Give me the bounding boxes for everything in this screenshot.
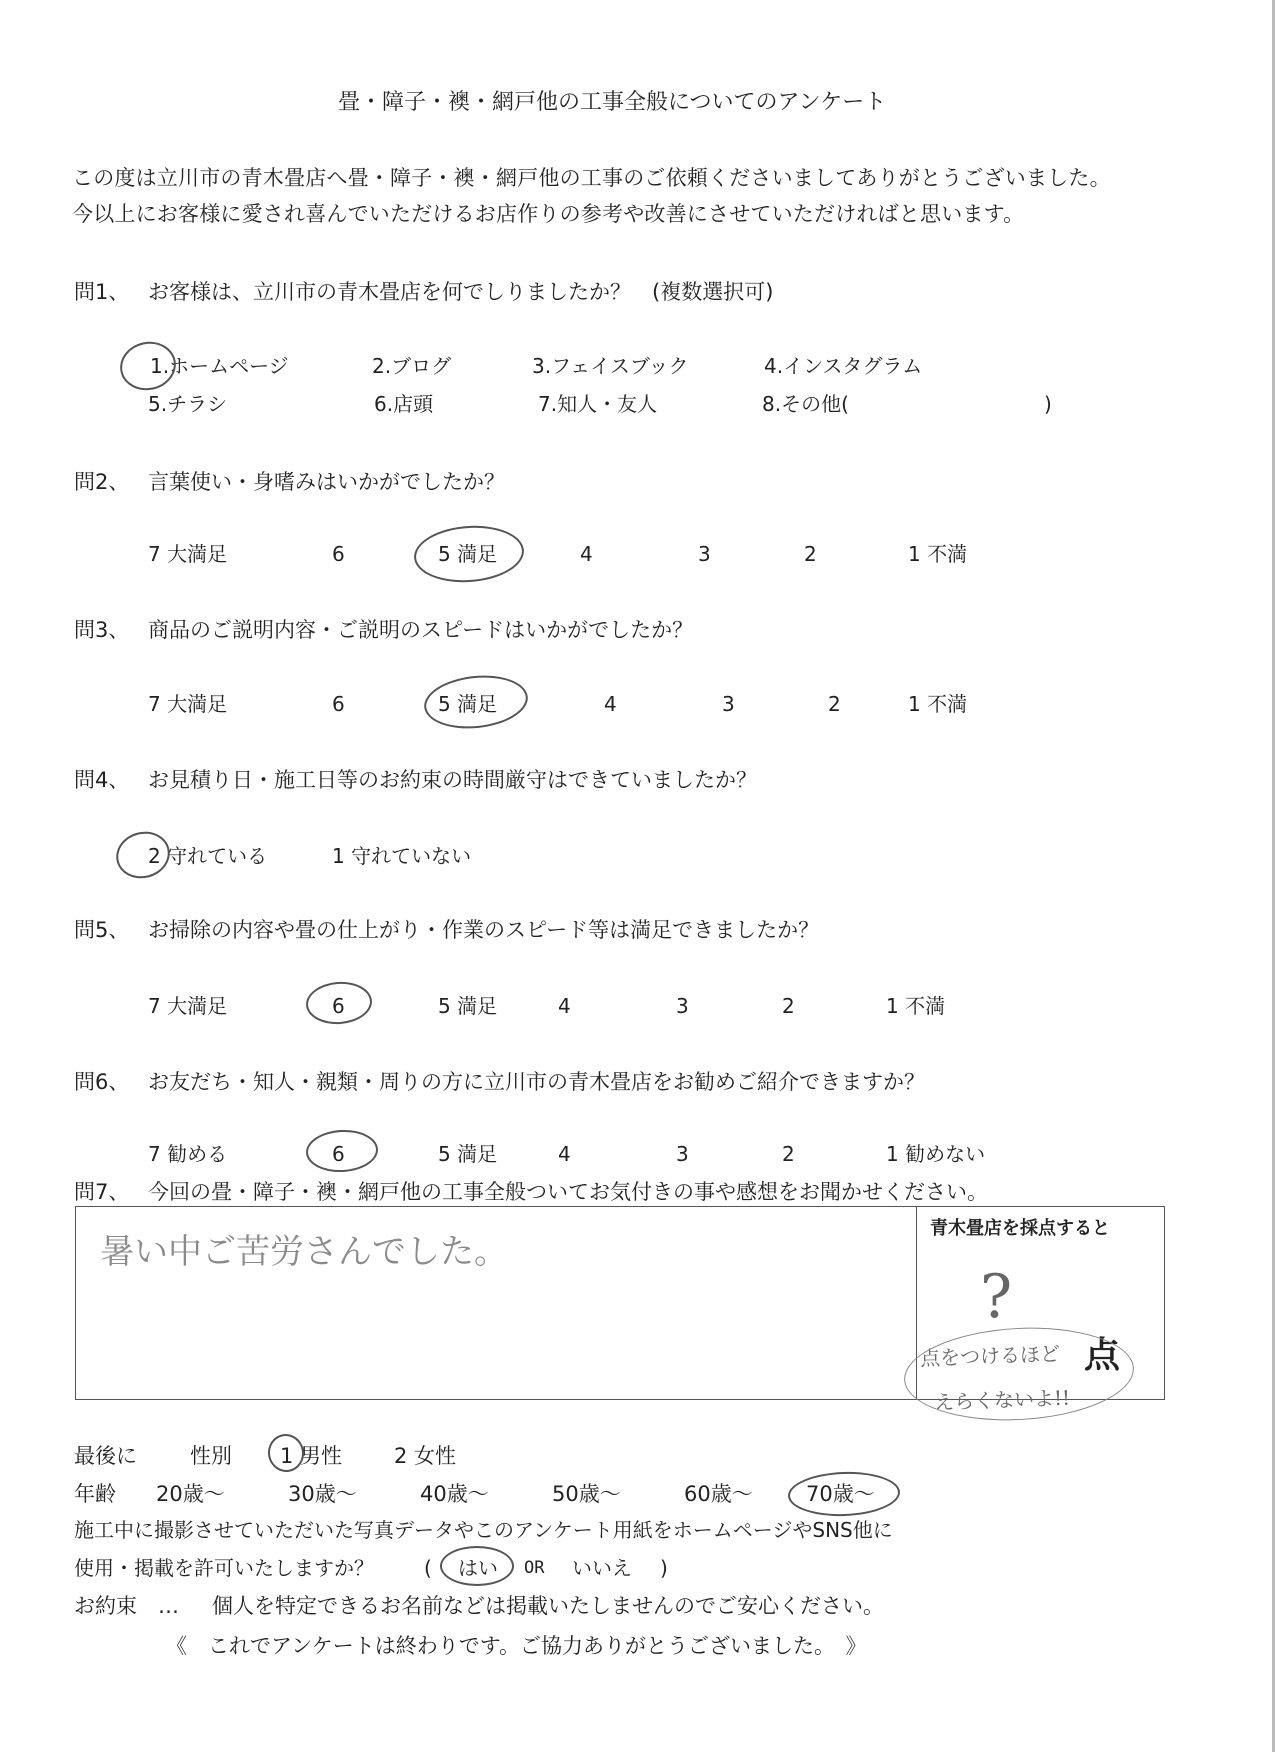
q2-option-3[interactable]: 3 [698, 542, 711, 566]
q6-option-2[interactable]: 2 [782, 1142, 795, 1166]
q4-option-2[interactable]: 2 守れている [148, 844, 268, 868]
q3-option-5[interactable]: 5 満足 [438, 692, 498, 716]
q1-option-4[interactable]: 4.インスタグラム [764, 354, 923, 378]
q2-text: 言葉使い・身嗜みはいかがでしたか？ [148, 470, 505, 494]
age-option-50[interactable]: 50歳～ [552, 1482, 621, 1506]
q4-selection-circle [111, 826, 175, 884]
q3-number: 問3、 [74, 618, 130, 642]
q5-option-7[interactable]: 7 大満足 [148, 994, 228, 1018]
gender-selection-circle [265, 1431, 307, 1475]
q4-text: お見積り日・施工日等のお約束の時間厳守はできていましたか？ [148, 768, 757, 792]
age-selection-circle [787, 1470, 900, 1518]
page-title: 畳・障子・襖・網戸他の工事全般についてのアンケート [338, 90, 887, 115]
q1-text: お客様は、立川市の青木畳店を何でしりましたか？ (複数選択可) [148, 280, 774, 304]
q1-option-6[interactable]: 6.店頭 [374, 392, 434, 416]
permission-yes[interactable]: はい [458, 1556, 498, 1580]
q4-option-1[interactable]: 1 守れていない [332, 844, 472, 868]
q2-option-2[interactable]: 2 [804, 542, 817, 566]
promise-text: 個人を特定できるお名前などは掲載いたしませんのでご安心ください。 [212, 1594, 884, 1618]
permission-open-paren: ( [424, 1556, 432, 1580]
gender-label: 性別 [190, 1444, 232, 1468]
q2-option-4[interactable]: 4 [580, 542, 593, 566]
q2-option-7[interactable]: 7 大満足 [148, 542, 228, 566]
q1-option-8-close: ) [1044, 392, 1052, 416]
q7-text: 今回の畳・障子・襖・網戸他の工事全般ついてお気付きの事や感想をお聞かせください。 [148, 1180, 988, 1204]
q6-option-7[interactable]: 7 勧める [148, 1142, 228, 1166]
gender-option-male[interactable]: 1 男性 [280, 1444, 343, 1468]
permission-or: OR [524, 1558, 545, 1578]
age-option-30[interactable]: 30歳～ [288, 1482, 357, 1506]
permission-no[interactable]: いいえ [572, 1556, 632, 1580]
handwritten-comment: 暑い中ご苦労さんでした。 [100, 1232, 508, 1272]
q1-option-2[interactable]: 2.ブログ [372, 354, 452, 378]
q1-option-1[interactable]: 1.ホームページ [150, 354, 289, 378]
q3-option-2[interactable]: 2 [828, 692, 841, 716]
q5-option-1[interactable]: 1 不満 [886, 994, 946, 1018]
permission-line-1: 施工中に撮影させていただいた写真データやこのアンケート用紙をホームページやSNS他に [74, 1518, 893, 1542]
q1-option-3[interactable]: 3.フェイスブック [532, 354, 689, 378]
handwritten-score: ? [980, 1262, 1013, 1332]
q7-number: 問7、 [74, 1180, 130, 1204]
q1-option-5[interactable]: 5.チラシ [148, 392, 228, 416]
q5-option-3[interactable]: 3 [676, 994, 689, 1018]
closing-message: 《 これでアンケートは終わりです。ご協力ありがとうございました。 》 [166, 1634, 867, 1658]
q3-text: 商品のご説明内容・ご説明のスピードはいかがでしたか？ [148, 618, 694, 642]
q4-number: 問4、 [74, 768, 130, 792]
q5-option-4[interactable]: 4 [558, 994, 571, 1018]
permission-selection-circle [440, 1546, 514, 1586]
final-label: 最後に [74, 1444, 137, 1468]
q3-option-7[interactable]: 7 大満足 [148, 692, 228, 716]
q2-option-5[interactable]: 5 満足 [438, 542, 498, 566]
q3-option-3[interactable]: 3 [722, 692, 735, 716]
age-option-60[interactable]: 60歳～ [684, 1482, 753, 1506]
q1-option-8[interactable]: 8.その他( [762, 392, 849, 416]
age-option-70[interactable]: 70歳～ [806, 1482, 875, 1506]
q5-number: 問5、 [74, 918, 130, 942]
q1-selection-circle [116, 337, 181, 396]
intro-line-2: 今以上にお客様に愛され喜んでいただけるお店作りの参考や改善にさせていただければと思います。 [72, 202, 1025, 226]
q5-text: お掃除の内容や畳の仕上がり・作業のスピード等は満足できましたか？ [148, 918, 820, 942]
q6-text: お友だち・知人・親類・周りの方に立川市の青木畳店をお勧めご紹介できますか？ [148, 1070, 925, 1094]
q1-option-7[interactable]: 7.知人・友人 [538, 392, 658, 416]
handwritten-score-note-2: えらくないよ!! [933, 1385, 1071, 1415]
permission-close-paren: ) [660, 1556, 668, 1580]
age-option-20[interactable]: 20歳～ [156, 1482, 225, 1506]
gender-option-female[interactable]: 2 女性 [394, 1444, 457, 1468]
q6-option-1[interactable]: 1 勧めない [886, 1142, 986, 1166]
q3-selection-circle [422, 671, 531, 734]
q2-number: 問2、 [74, 470, 130, 494]
q5-option-5[interactable]: 5 満足 [438, 994, 498, 1018]
permission-line-2: 使用・掲載を許可いたしますか？ [74, 1556, 374, 1580]
score-label: 青木畳店を採点すると [930, 1218, 1110, 1239]
q5-selection-circle [305, 980, 374, 1027]
q2-option-1[interactable]: 1 不満 [908, 542, 968, 566]
q5-option-6[interactable]: 6 [332, 994, 345, 1018]
score-unit: 点 [1084, 1335, 1121, 1376]
q3-option-1[interactable]: 1 不満 [908, 692, 968, 716]
q1-number: 問1、 [74, 280, 130, 304]
intro-line-1: この度は立川市の青木畳店へ畳・障子・襖・網戸他の工事のご依頼くださいましてありがとうございました。 [72, 166, 1111, 190]
age-label: 年齢 [74, 1482, 116, 1506]
q5-option-2[interactable]: 2 [782, 994, 795, 1018]
q6-option-5[interactable]: 5 満足 [438, 1142, 498, 1166]
q6-selection-circle [305, 1128, 379, 1174]
q6-number: 問6、 [74, 1070, 130, 1094]
q2-option-6[interactable]: 6 [332, 542, 345, 566]
promise-label: お約束 … [74, 1594, 179, 1618]
q6-option-4[interactable]: 4 [558, 1142, 571, 1166]
q2-selection-circle [412, 522, 526, 586]
age-option-40[interactable]: 40歳～ [420, 1482, 489, 1506]
q6-option-3[interactable]: 3 [676, 1142, 689, 1166]
q6-option-6[interactable]: 6 [332, 1142, 345, 1166]
q3-option-4[interactable]: 4 [604, 692, 617, 716]
handwritten-score-note-1: 点をつけるほど [919, 1341, 1061, 1371]
q3-option-6[interactable]: 6 [332, 692, 345, 716]
